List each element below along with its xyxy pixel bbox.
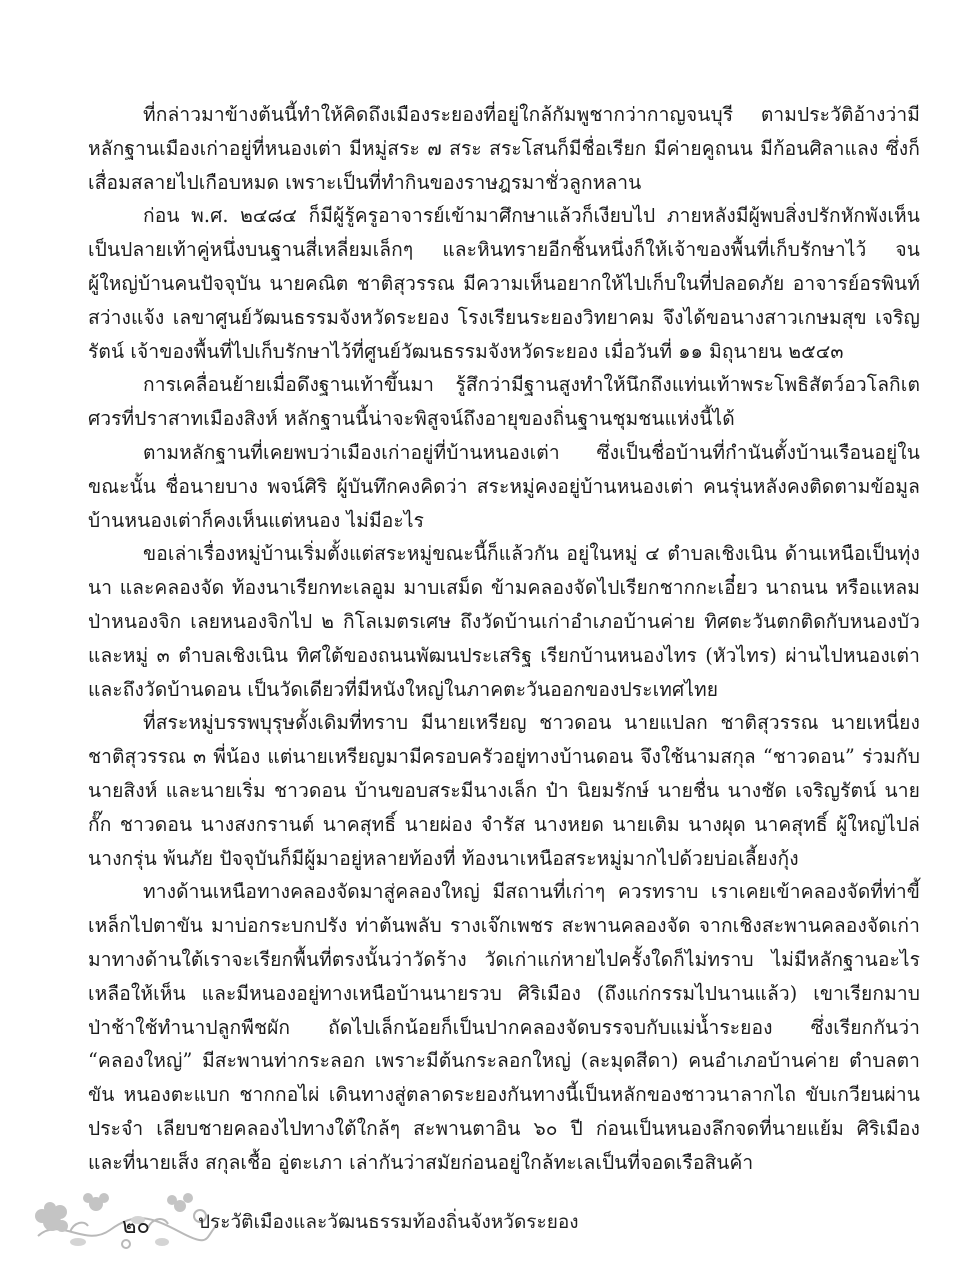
page-number: ๒๐ bbox=[122, 1214, 150, 1239]
paragraph: ทางด้านเหนือทางคลองจัดมาสู่คลองใหญ่ มีสถานที่เก่าๆ ควรทราบ เราเคยเข้าคลองจัดที่ท่าขี้เหล็กไปตาขัน มาบ่อกระบกปรัง ท่าต้นพลับ รางเจ๊กเพชร สะพานคลองจัด จากเชิงสะพานคลองจัดเก่า มาทางด้านใต้เราจะเรียกพื้นที่ตรงนั้นว่าวัดร้าง วัดเก่าแก่หายไปครั้งใดก็ไม่ทราบ ไม่มีหลักฐานอะไรเหลือให้เห็น และมีหนองอยู่ทางเหนือบ้านนายรวบ ศิริเมือง (ถึงแก่กรรมไปนานแล้ว) เขาเรียกมาบป่าช้าใช้ทำนาปลูกพืชผัก ถัดไปเล็กน้อยก็เป็นปากคลองจัดบรรจบกับแม่น้ำระยอง ซึ่งเรียกกันว่า “คลองใหญ่” มีสะพานท่ากระลอก เพราะมีต้นกระลอกใหญ่ (ละมุดสีดา) คนอำเภอบ้านค่าย ตำบลตาขัน หนองตะแบก ชากกอไผ่ เดินทางสู่ตลาดระยองกันทางนี้เป็นหลักของชาวนาลากไถ ขับเกวียนผ่านประจำ เลียบชายคลองไปทางใต้ใกล้ๆ สะพานตาอิน ๖๐ ปี ก่อนเป็นหนองลึกจดที่นายแย้ม ศิริเมือง และที่นายเส็ง สกุลเชื้อ อู่ตะเภา เล่ากันว่าสมัยก่อนอยู่ใกล้ทะเลเป็นที่จอดเรือสินค้า bbox=[88, 880, 920, 1174]
paragraph: ก่อน พ.ศ. ๒๔๘๔ ก็มีผู้รู้ครูอาจารย์เข้ามาศึกษาแล้วก็เงียบไป ภายหลังมีผู้พบสิ่งปรักหักพังเห็นเป็นปลายเท้าคู่หนึ่งบนฐานสี่เหลี่ยมเล็กๆ และหินทรายอีกชิ้นหนึ่งก็ให้เจ้าของพื้นที่เก็บรักษาไว้ จนผู้ใหญ่บ้านคนปัจจุบัน นายคณิต ชาติสุวรรณ มีความเห็นอยากให้ไปเก็บในที่ปลอดภัย อาจารย์อรพินท์ สว่างแจ้ง เลขาศูนย์วัฒนธรรมจังหวัดระยอง โรงเรียนระยองวิทยาคม จึงได้ขอนางสาวเกษมสุข เจริญรัตน์ เจ้าของพื้นที่ไปเก็บรักษาไว้ที่ศูนย์วัฒนธรรมจังหวัดระยอง เมื่อวันที่ ๑๑ มิถุนายน ๒๕๔๓ bbox=[88, 204, 920, 363]
book-title: ประวัติเมืองและวัฒนธรรมท้องถิ่นจังหวัดระยอง bbox=[198, 1211, 579, 1233]
paragraph: ขอเล่าเรื่องหมู่บ้านเริ่มตั้งแต่สระหมู่ขณะนี้ก็แล้วกัน อยู่ในหมู่ ๔ ตำบลเชิงเนิน ด้านเหนือเป็นทุ่งนา และคลองจัด ท้องนาเรียกทะเลอูม มาบเสม็ด ข้ามคลองจัดไปเรียกชากกะเอี๋ยว นาถนน หรือแหลมป่าหนองจิก เลยหนองจิกไป ๒ กิโลเมตรเศษ ถึงวัดบ้านเก่าอำเภอบ้านค่าย ทิศตะวันตกติดกับหนองบัว และหมู่ ๓ ตำบลเชิงเนิน ทิศใต้ของถนนพัฒนประเสริฐ เรียกบ้านหนองไทร (หัวไทร) ผ่านไปหนองเต่าและถึงวัดบ้านดอน เป็นวัดเดียวที่มีหนังใหญ่ในภาคตะวันออกของประเทศไทย bbox=[88, 542, 920, 701]
page-footer bbox=[30, 1186, 930, 1256]
paragraph: ตามหลักฐานที่เคยพบว่าเมืองเก่าอยู่ที่บ้านหนองเต่า ซึ่งเป็นชื่อบ้านที่กำนันตั้งบ้านเรือนอยู่ในขณะนั้น ชื่อนายบาง พจน์ศิริ ผู้บันทึกคงคิดว่า สระหมู่คงอยู่บ้านหนองเต่า คนรุ่นหลังคงติดตามข้อมูลบ้านหนองเต่าก็คงเห็นแต่หนอง ไม่มีอะไร bbox=[88, 440, 920, 532]
paragraph: ที่กล่าวมาข้างต้นนี้ทำให้คิดถึงเมืองระยองที่อยู่ใกล้กัมพูชากว่ากาญจนบุรี ตามประวัติอ้างว่ามีหลักฐานเมืองเก่าอยู่ที่หนองเต่า มีหมู่สระ ๗ สระ สระโสนก็มีชื่อเรียก มีค่ายคูถนน มีก้อนศิลาแลง ซึ่งก็เสื่อมสลายไปเกือบหมด เพราะเป็นที่ทำกินของราษฎรมาชั่วลูกหลาน bbox=[88, 103, 920, 194]
paragraph: ที่สระหมู่บรรพบุรุษดั้งเดิมที่ทราบ มีนายเหรียญ ชาวดอน นายแปลก ชาติสุวรรณ นายเหนี่ยง ชาติสุวรรณ ๓ พี่น้อง แต่นายเหรียญมามีครอบครัวอยู่ทางบ้านดอน จึงใช้นามสกุล “ชาวดอน” ร่วมกับนายสิงห์ และนายเริ่ม ชาวดอน บ้านขอบสระมีนางเล็ก ป๋า นิยมรักษ์ นายชื่น นางชัด เจริญรัตน์ นายกั๊ก ชาวดอน นางสงกรานต์ นาคสุทธิ์ นายผ่อง จำรัส นางหยด นายเติม นางผุด นาคสุทธิ์ ผู้ใหญ่ไปล่ นางกรุ่น พ้นภัย ปัจจุบันก็มีผู้มาอยู่หลายท้องที่ ท้องนาเหนือสระหมู่มากไปด้วยบ่อเลี้ยงกุ้ง bbox=[88, 711, 920, 870]
paragraph: การเคลื่อนย้ายเมื่อดึงฐานเท้าขึ้นมา รู้สึกว่ามีฐานสูงทำให้นึกถึงแท่นเท้าพระโพธิสัตว์อวโลกิเตศวรที่ปราสาทเมืองสิงห์ หลักฐานนี้น่าจะพิสูจน์ถึงอายุของถิ่นฐานชุมชนแห่งนี้ได้ bbox=[88, 373, 920, 431]
body-text bbox=[88, 98, 920, 1180]
